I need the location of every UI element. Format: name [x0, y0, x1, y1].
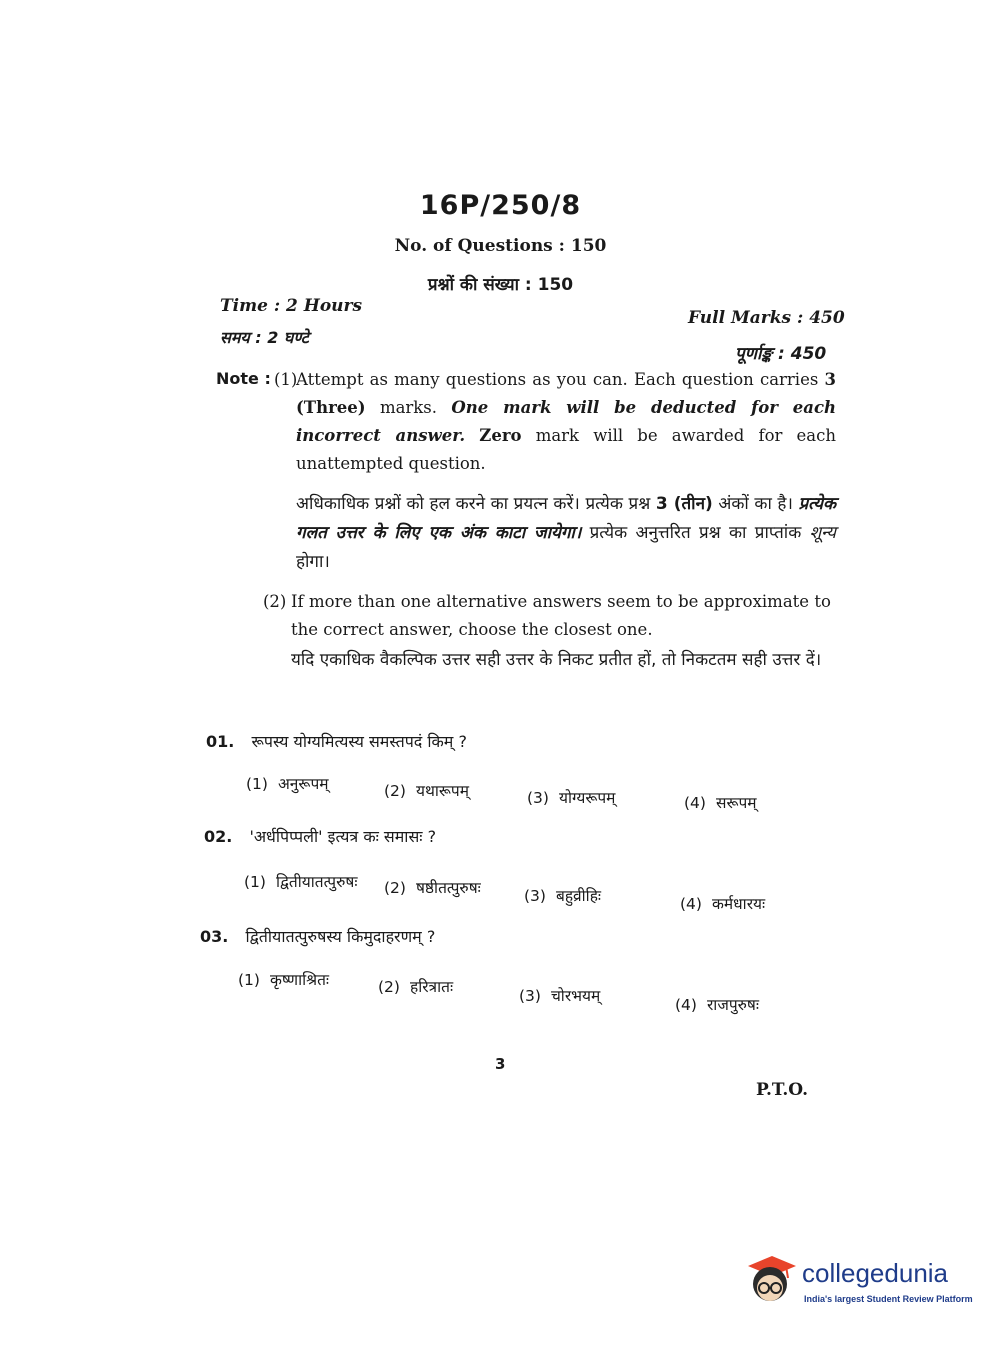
q1-option-3: (3) योग्यरूपम् — [527, 789, 616, 807]
q3-option-4: (4) राजपुरुषः — [675, 996, 759, 1014]
collegedunia-watermark — [742, 1252, 973, 1312]
note-1-en-g: mark will be awarded for each unattempted question. — [296, 426, 837, 473]
q2-option-4: (4) कर्मधारयः — [680, 895, 766, 913]
brand-tagline: India's largest Student Review Platform — [804, 1294, 973, 1304]
question-text: 'अर्धपिप्पली' इत्यत्र कः समासः ? — [249, 827, 437, 846]
note-label: Note : — [216, 369, 271, 388]
question-2 — [204, 825, 824, 847]
question-3 — [200, 925, 820, 947]
note-1-en-c: (Three) — [296, 398, 366, 417]
full-marks-hi: पूर्णाङ्क : 450 — [735, 344, 827, 364]
q2-option-1: (1) द्वितीयातत्पुरुषः — [244, 873, 358, 891]
collegedunia-mascot-icon — [742, 1252, 798, 1308]
q3-option-3: (3) चोरभयम् — [519, 987, 601, 1005]
note-1-hi-f: शून्य — [809, 523, 837, 543]
q1-option-1: (1) अनुरूपम् — [246, 775, 329, 793]
question-text: रूपस्य योग्यमित्यस्य समस्तपदं किम् ? — [251, 732, 467, 751]
brand-name: collegedunia — [802, 1258, 949, 1288]
page-number: 3 — [495, 1055, 506, 1073]
paper-code: 16P/250/8 — [419, 190, 582, 221]
question-1 — [206, 730, 826, 752]
time-hi: समय : 2 घण्टे — [220, 328, 309, 347]
q2-option-3: (3) बहुव्रीहिः — [524, 887, 602, 905]
note-1-number: (1) — [274, 370, 298, 389]
questions-count-hi: प्रश्नों की संख्या : 150 — [427, 275, 574, 295]
note-1-en-d: marks. — [379, 398, 438, 417]
note-1-hi-g: होगा। — [296, 552, 330, 572]
note-2-number: (2) — [263, 592, 287, 611]
q1-option-4: (4) सरूपम् — [684, 794, 757, 812]
time-en: Time : 2 Hours — [220, 296, 363, 316]
note-1-hi-a: अधिकाधिक प्रश्नों को हल करने का प्रयत्न करें। प्रत्येक प्रश्न — [296, 494, 651, 514]
note-1-hi-d: प्रत्येक गलत उत्तर के लिए एक अंक काटा जायेगा। — [296, 494, 837, 543]
note-1-en-a: Attempt as many questions as you can. Each question carries — [296, 370, 819, 389]
q2-option-2: (2) षष्ठीतत्पुरुषः — [384, 879, 481, 897]
q1-option-2: (2) यथारूपम् — [384, 782, 469, 800]
full-marks-en: Full Marks : 450 — [688, 308, 845, 328]
note-1-en-f: Zero — [479, 426, 522, 445]
q3-option-1: (1) कृष्णाश्रितः — [238, 971, 330, 989]
pto-label: P.T.O. — [756, 1080, 808, 1100]
note-1-en-b: 3 — [824, 370, 836, 389]
question-number: 02. — [204, 827, 233, 846]
questions-count-en: No. of Questions : 150 — [394, 236, 607, 256]
question-text: द्वितीयातत्पुरुषस्य किमुदाहरणम् ? — [245, 927, 436, 946]
note-2-english: If more than one alternative answers seem to be approximate to the correct answer, choose the closest one. — [291, 592, 831, 639]
note-2-hindi: यदि एकाधिक वैकल्पिक उत्तर सही उत्तर के निकट प्रतीत हों, तो निकटतम सही उत्तर दें। — [291, 650, 822, 670]
note-1-hindi — [296, 490, 836, 577]
question-number: 01. — [206, 732, 235, 751]
note-1-en-e: One mark will be deducted for each incorrect answer. — [296, 398, 836, 445]
question-number: 03. — [200, 927, 229, 946]
note-1-hi-c: अंकों का है। — [718, 494, 793, 514]
note-1-hi-e: प्रत्येक अनुत्तरित प्रश्न का प्राप्तांक — [589, 523, 802, 543]
q3-option-2: (2) हरित्रातः — [378, 978, 454, 996]
note-1-hi-b: 3 (तीन) — [655, 494, 713, 514]
note-1-english — [296, 366, 836, 478]
